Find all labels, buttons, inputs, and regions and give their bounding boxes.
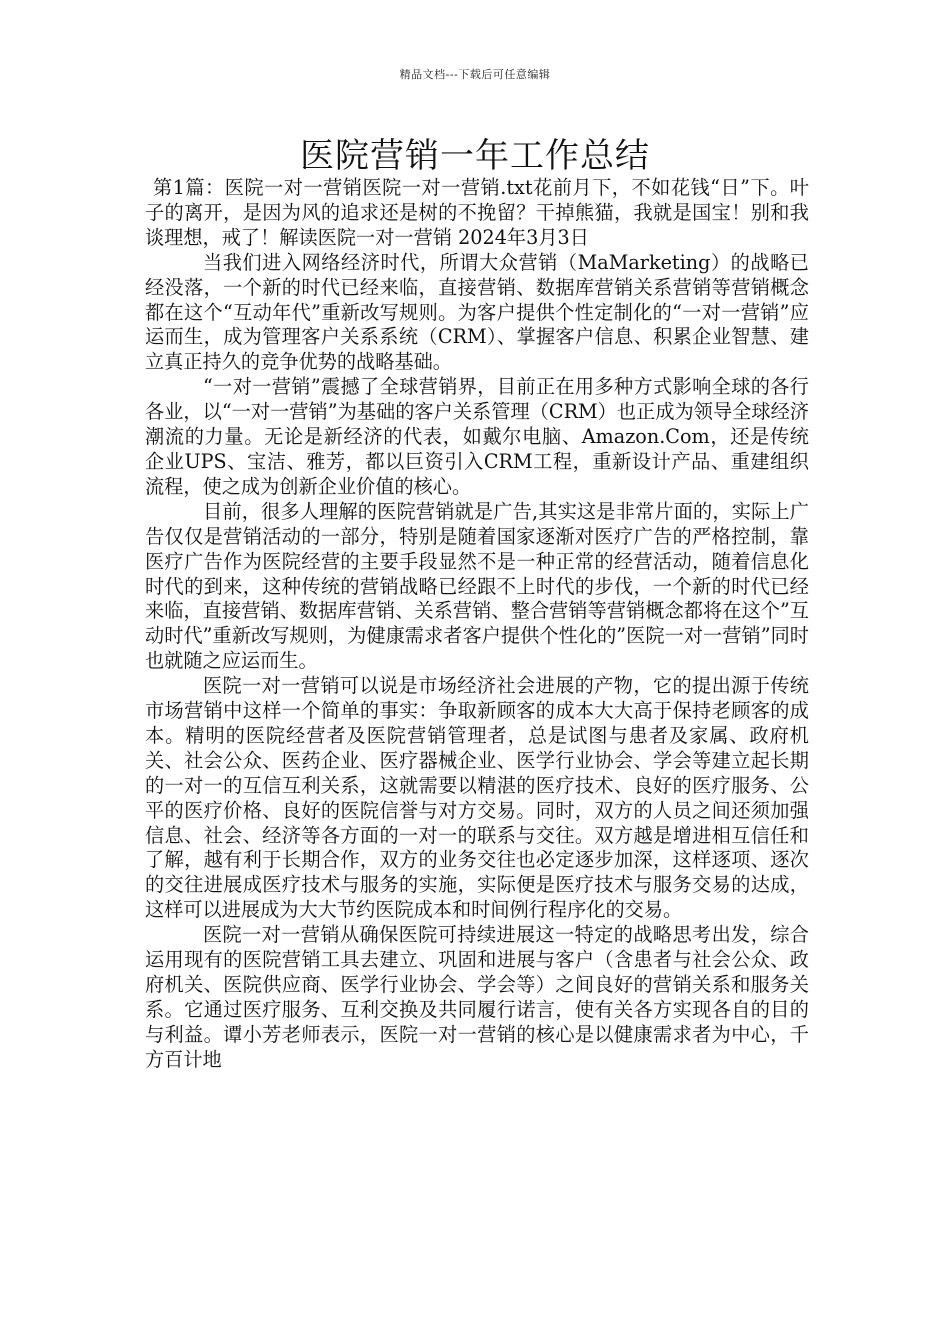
body-paragraph: 医院一对一营销可以说是市场经济社会进展的产物，它的提出源于传统市场营销中这样一个简单的事实：争取新顾客的成本大大高于保持老顾客的成本。精明的医院经营者及医院营销管理者，总是试图与患者及家属、政府机关、社会公众、医药企业、医疗器械企业、医学行业协会、学会等建立起长期的一对一的互信互利关系，这就需要以精湛的医疗技术、良好的医疗服务、公平的医疗价格、良好的医院信誉与对方交易。同时，双方的人员之间还须加强信息、社会、经济等各方面的一对一的联系与交往。双方越是增进相互信任和了解，越有利于长期合作，双方的业务交往也必定逐步加深，这样逐项、逐次的交往进展成医疗技术与服务的实施，实际便是医疗技术与服务交易的达成，这样可以进展成为大大节约医院成本和时间例行程序化的交易。 <box>145 674 809 922</box>
body-paragraph: 目前，很多人理解的医院营销就是广告,其实这是非常片面的，实际上广告仅仅是营销活动的一部分，特别是随着国家逐渐对医疗广告的严格控制，靠医疗广告作为医院经营的主要手段显然不是一种正常的经营活动，随着信息化时代的到来，这种传统的营销战略已经跟不上时代的步伐，一个新的时代已经来临，直接营销、数据库营销、关系营销、整合营销等营销概念都将在这个”互动时代”重新改写规则，为健康需求者客户提供个性化的”医院一对一营销”同时也就随之应运而生。 <box>145 499 809 673</box>
header-note: 精品文档---下载后可任意编辑 <box>399 68 551 81</box>
intro-paragraph: 第1篇：医院一对一营销医院一对一营销.txt花前月下，不如花钱“日”下。叶子的离开，是因为风的追求还是树的不挽留？干掉熊猫，我就是国宝！别和我谈理想，戒了！解读医院一对一营销 2024年3月3日 <box>145 176 809 249</box>
body-paragraph: 医院一对一营销从确保医院可持续进展这一特定的战略思考出发，综合运用现有的医院营销工具去建立、巩固和进展与客户（含患者与社会公众、政府机关、医院供应商、医学行业协会、学会等）之间良好的营销关系和服务关系。它通过医疗服务、互利交换及共同履行诺言，使有关各方实现各自的目的与利益。谭小芳老师表示，医院一对一营销的核心是以健康需求者为中心，千方百计地 <box>145 923 809 1071</box>
document-body <box>145 176 809 1073</box>
document-title: 医院营销一年工作总结 <box>300 136 650 176</box>
body-paragraph: “一对一营销”震撼了全球营销界，目前正在用多种方式影响全球的各行各业，以“一对一营销”为基础的客户关系管理（CRM）也正成为领导全球经济潮流的力量。无论是新经济的代表，如戴尔电脑、Amazon.Com，还是传统企业UPS、宝洁、雅芳，都以巨资引入CRM工程，重新设计产品、重建组织流程，使之成为创新企业价值的核心。 <box>145 375 809 498</box>
body-paragraph: 当我们进入网络经济时代，所谓大众营销（MaMarketing）的战略已经没落，一个新的时代已经来临，直接营销、数据库营销关系营销等营销概念都在这个“互动年代”重新改写规则。为客户提供个性定制化的“一对一营销”应运而生，成为管理客户关系系统（CRM）、掌握客户信息、积累企业智慧、建立真正持久的竞争优势的战略基础。 <box>145 250 809 374</box>
